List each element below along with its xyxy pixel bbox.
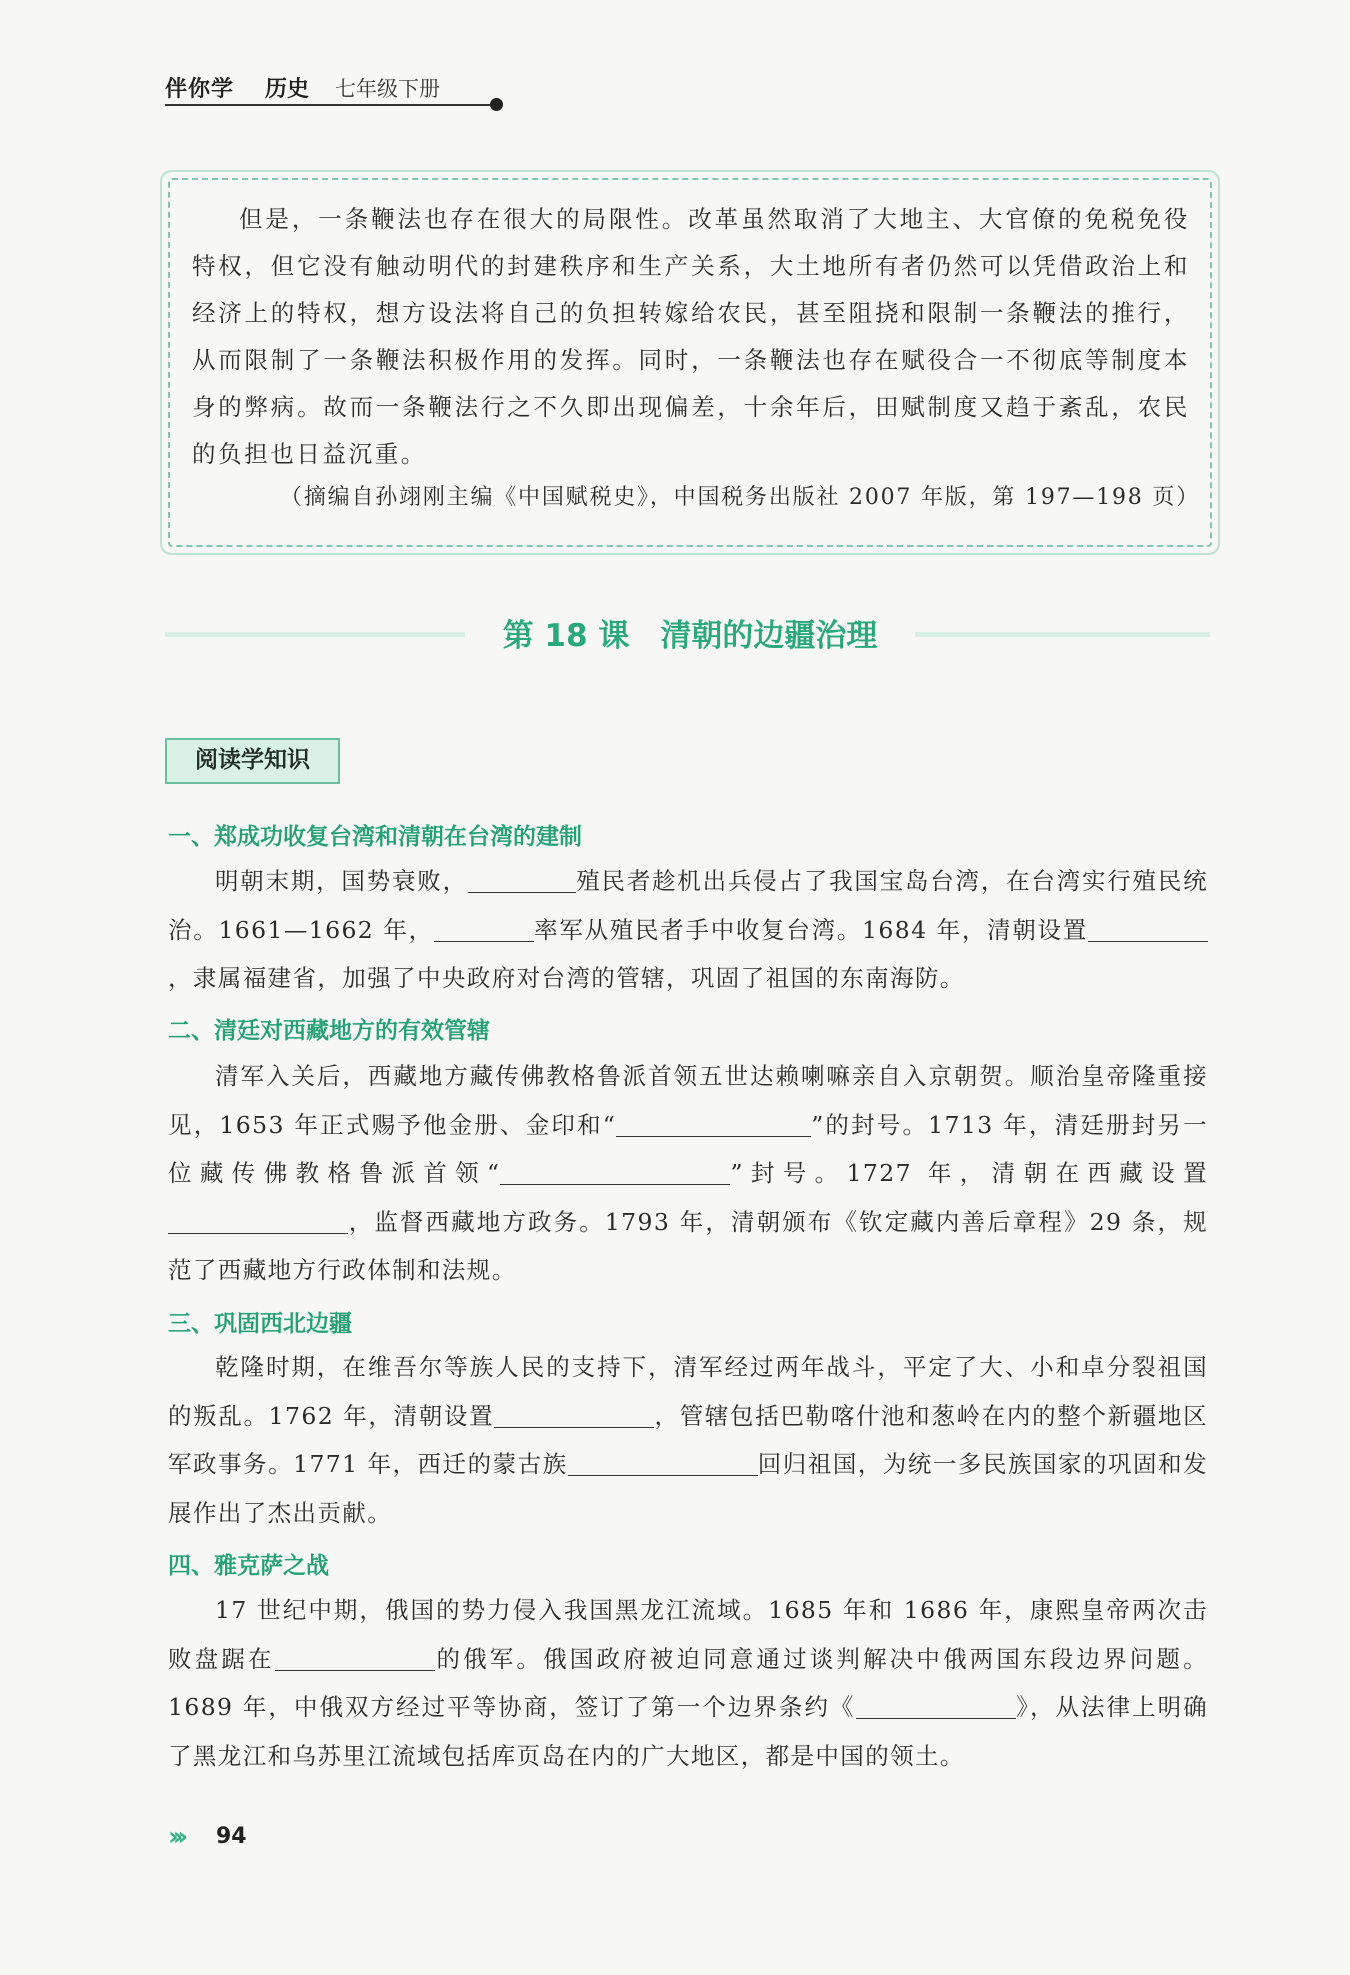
text-run: 乾隆时期，在维吾尔等族人民的支持下，清军经过两年战斗，平定了大、小和卓分裂祖国的叛乱。1762 年，清朝设置 xyxy=(168,1353,1208,1430)
excerpt-box xyxy=(168,178,1212,547)
running-header xyxy=(165,70,505,106)
book-title: 伴你学 xyxy=(165,77,235,102)
page-number: 94 xyxy=(216,1824,247,1849)
fill-blank[interactable] xyxy=(275,1640,435,1671)
page-footer xyxy=(168,1820,288,1854)
text-run: 17 世纪中期，俄国的势力侵入我国黑龙江流域。1685 年和 1686 年，康熙皇帝两次击败盘踞在 xyxy=(168,1596,1208,1673)
section-heading-4: 四、雅克萨之战 xyxy=(168,1553,329,1579)
header-dot-icon xyxy=(490,98,503,111)
fill-blank[interactable] xyxy=(856,1688,1016,1719)
lesson-heading xyxy=(165,610,1210,656)
text-run: ，监督西藏地方政务。1793 年，清朝颁布《钦定藏内善后章程》29 条，规范了西藏地方行政体制和法规。 xyxy=(168,1207,1208,1284)
section-text-4 xyxy=(168,1586,1208,1780)
fill-blank[interactable] xyxy=(500,1154,730,1185)
excerpt-text: 但是，一条鞭法也存在很大的局限性。改革虽然取消了大地主、大官僚的免税免役特权，但它没有触动明代的封建秩序和生产关系，大土地所有者仍然可以凭借政治上和经济上的特权，想方设法将自己的负担转嫁给农民，甚至阻挠和限制一条鞭法的推行，从而限制了一条鞭法积极作用的发挥。同时，一条鞭法也存在赋役合一不彻底等制度本身的弊病。故而一条鞭法行之不久即出现偏差，十余年后，田赋制度又趋于紊乱，农民的负担也日益沉重。 xyxy=(192,205,1190,468)
lesson-title: 第 18 课 清朝的边疆治理 xyxy=(502,618,878,654)
fill-blank[interactable] xyxy=(568,1445,758,1476)
grade-label: 七年级下册 xyxy=(335,77,440,101)
heading-rule-left xyxy=(165,632,465,637)
text-run: 清军入关后，西藏地方藏传佛教格鲁派首领五世达赖喇嘛亲自入京朝贺。顺治皇帝隆重接见，1653 年正式赐予他金册、金印和“ xyxy=(168,1062,1208,1139)
fill-blank[interactable] xyxy=(494,1397,654,1428)
text-run: 殖民者趁机出兵侵占了我国宝岛台湾，在台湾实行殖民统治。1661—1662 年， xyxy=(168,867,1209,944)
fill-blank[interactable] xyxy=(1088,911,1208,942)
text-run: 》，从法律上明确了黑龙江和乌苏里江流域包括库页岛在内的广大地区，都是中国的领土。 xyxy=(168,1693,1209,1770)
chevrons-icon: ››› xyxy=(168,1822,183,1852)
text-run: 率军从殖民者手中收复台湾。1684 年，清朝设置 xyxy=(533,915,1089,944)
text-run: 明朝末期，国势衰败， xyxy=(215,867,468,895)
text-run: 的俄军。俄国政府被迫同意通过谈判解决中俄两国东段边界问题。1689 年，中俄双方经过平等协商，签订了第一个边界条约《 xyxy=(168,1644,1208,1721)
section-text-3 xyxy=(168,1343,1208,1537)
text-run: ”封号。1727 年，清朝在西藏设置 xyxy=(730,1159,1208,1187)
text-run: ，管辖包括巴勒喀什池和葱岭在内的整个新疆地区军政事务。1771 年，西迁的蒙古族 xyxy=(168,1401,1208,1478)
fill-blank[interactable] xyxy=(434,911,534,942)
read-learn-tag: 阅读学知识 xyxy=(165,738,340,784)
fill-blank[interactable] xyxy=(468,862,576,893)
section-text-2 xyxy=(168,1052,1208,1295)
header-rule xyxy=(165,104,495,106)
fill-blank[interactable] xyxy=(168,1203,348,1234)
subject-title: 历史 xyxy=(265,77,310,102)
section-heading-2: 二、清廷对西藏地方的有效管辖 xyxy=(168,1018,490,1044)
text-run: 回归祖国，为统一多民族国家的巩固和发展作出了杰出贡献。 xyxy=(168,1450,1209,1527)
text-run: ，隶属福建省，加强了中央政府对台湾的管辖，巩固了祖国的东南海防。 xyxy=(168,964,965,992)
fill-blank[interactable] xyxy=(616,1106,811,1137)
text-run: ”的封号。1713 年，清廷册封另一位藏传佛教格鲁派首领“ xyxy=(168,1110,1208,1187)
section-text-1 xyxy=(168,857,1208,1003)
section-heading-3: 三、巩固西北边疆 xyxy=(168,1311,352,1337)
excerpt-source: （摘编自孙翊刚主编《中国赋税史》，中国税务出版社 2007 年版，第 197—198 页） xyxy=(280,485,1200,510)
heading-rule-right xyxy=(915,632,1210,637)
section-heading-1: 一、郑成功收复台湾和清朝在台湾的建制 xyxy=(168,824,582,850)
